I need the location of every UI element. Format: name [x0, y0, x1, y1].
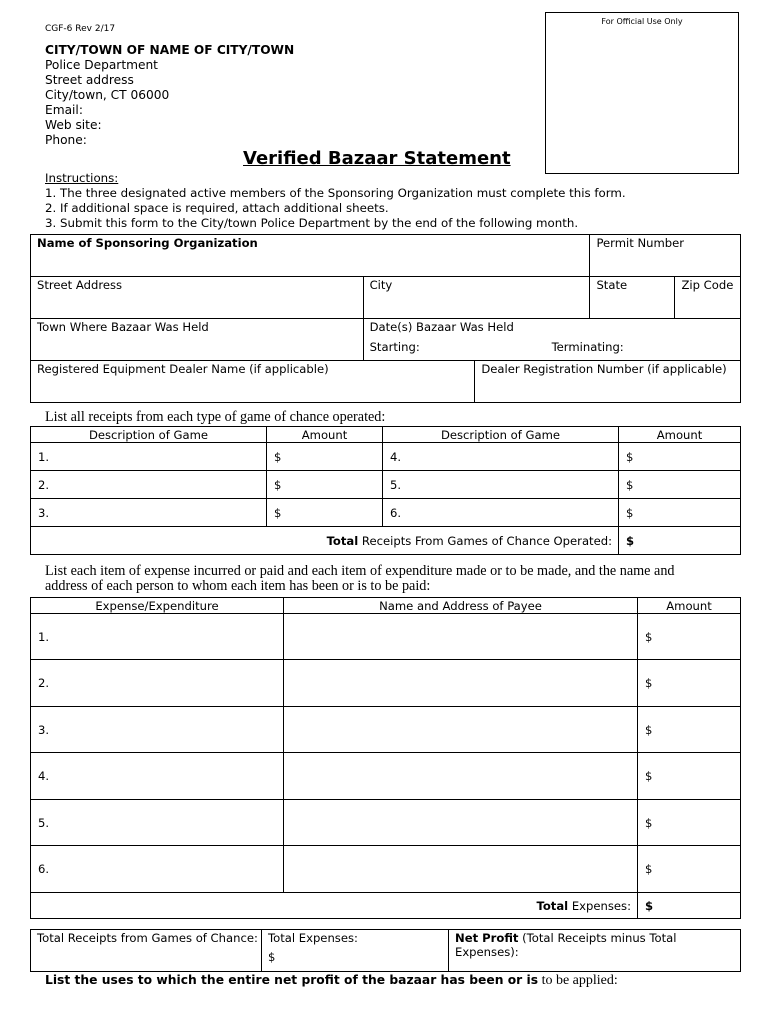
zip-code-field[interactable]: [675, 277, 741, 319]
currency-sign: $: [645, 769, 653, 783]
organization-table: [30, 234, 741, 403]
expense-amount-field[interactable]: [638, 614, 741, 660]
currency-sign: $: [626, 533, 635, 548]
game-description-field[interactable]: [383, 499, 619, 527]
dealer-registration-label: Dealer Registration Number (if applicable): [481, 362, 727, 376]
street-address: Street address: [45, 73, 134, 87]
row-number: 5.: [390, 477, 402, 492]
total-word: Total: [326, 533, 359, 548]
total-expenses-summary-label: Total Expenses:: [268, 931, 358, 945]
currency-sign: $: [645, 898, 654, 913]
official-use-label: For Official Use Only: [601, 17, 683, 26]
currency-sign: $: [645, 722, 653, 737]
expense-item-field[interactable]: [31, 753, 284, 800]
col-description-game: Description of Game: [383, 427, 619, 443]
website-line: Web site:: [45, 118, 102, 132]
total-expenses-summary-field[interactable]: [262, 930, 449, 972]
department-name: Police Department: [45, 58, 158, 72]
instructions-label: Instructions:: [45, 171, 119, 185]
total-receipts-text: Receipts From Games of Chance Operated:: [358, 533, 612, 548]
starting-label: Starting:: [369, 340, 420, 354]
currency-sign: $: [645, 676, 653, 690]
row-number: 3.: [38, 722, 50, 737]
state-field[interactable]: [590, 277, 675, 319]
email-line: Email:: [45, 103, 83, 117]
game-amount-field[interactable]: [619, 499, 741, 527]
bazaar-town-label: Town Where Bazaar Was Held: [37, 320, 209, 334]
expense-item-field[interactable]: [31, 614, 284, 660]
payee-field[interactable]: [284, 846, 638, 893]
street-address-label: Street Address: [37, 278, 123, 292]
city-label: City: [369, 278, 393, 292]
dealer-name-field[interactable]: [31, 361, 475, 403]
total-expenses-field[interactable]: [638, 893, 741, 919]
state-label: State: [596, 278, 628, 292]
uses-of-net-profit: [45, 973, 618, 989]
row-number: 1.: [38, 449, 50, 464]
dealer-name-label: Registered Equipment Dealer Name (if applicable): [37, 362, 329, 376]
zip-code-label: Zip Code: [681, 278, 734, 292]
expense-item-field[interactable]: [31, 707, 284, 753]
row-number: 2.: [38, 477, 50, 492]
expense-item-field[interactable]: [31, 846, 284, 893]
game-amount-field[interactable]: [619, 471, 741, 499]
expense-item-field[interactable]: [31, 800, 284, 846]
total-receipts-field[interactable]: [619, 527, 741, 555]
currency-sign: $: [626, 477, 634, 492]
payee-field[interactable]: [284, 660, 638, 707]
receipts-caption: List all receipts from each type of game of chance operated:: [45, 409, 386, 425]
currency-sign: $: [645, 815, 653, 830]
page-title: Verified Bazaar Statement: [243, 148, 511, 169]
expenses-caption: [45, 564, 675, 594]
form-code: CGF-6 Rev 2/17: [45, 24, 116, 34]
official-use-box: [545, 12, 739, 174]
city-field[interactable]: [363, 277, 590, 319]
row-number: 6.: [38, 862, 50, 876]
expense-amount-field[interactable]: [638, 846, 741, 893]
col-amount: Amount: [267, 427, 383, 443]
net-profit-word: Net Profit: [455, 931, 519, 945]
organization-name-label: Name of Sponsoring Organization: [37, 236, 258, 250]
uses-bold-text: List the uses to which the entire net profit of the bazaar has been or is: [45, 973, 539, 987]
payee-field[interactable]: [284, 800, 638, 846]
total-receipts-summary-label: Total Receipts from Games of Chance:: [37, 931, 258, 945]
col-payee: Name and Address of Payee: [284, 598, 638, 614]
total-expenses-label: [31, 893, 638, 919]
game-description-field[interactable]: [31, 471, 267, 499]
bazaar-town-field[interactable]: [31, 319, 364, 361]
currency-sign: $: [274, 477, 282, 492]
expenses-caption-line: List each item of expense incurred or paid and each item of expenditure made or to be made, and the name and: [45, 563, 675, 579]
col-amount: Amount: [619, 427, 741, 443]
department-header: [45, 43, 294, 148]
instructions: [45, 171, 626, 231]
row-number: 4.: [390, 449, 402, 464]
expenses-caption-line: address of each person to whom each item has been or is to be paid:: [45, 578, 431, 594]
net-profit-table: [30, 929, 741, 972]
total-receipts-summary-field[interactable]: [31, 930, 262, 972]
city-state-zip: City/town, CT 06000: [45, 88, 170, 102]
currency-sign: $: [268, 950, 276, 964]
bazaar-dates-field[interactable]: [363, 319, 740, 361]
col-expense: Expense/Expenditure: [31, 598, 284, 614]
expense-amount-field[interactable]: [638, 660, 741, 707]
instruction-item: 2. If additional space is required, attach additional sheets.: [45, 201, 389, 215]
dealer-registration-field[interactable]: [475, 361, 741, 403]
total-receipts-label: [31, 527, 619, 555]
payee-field[interactable]: [284, 753, 638, 800]
total-word: Total: [536, 898, 569, 913]
row-number: 4.: [38, 769, 50, 783]
instruction-item: 3. Submit this form to the City/town Police Department by the end of the following month.: [45, 216, 579, 230]
row-number: 3.: [38, 505, 50, 520]
city-town-name: CITY/TOWN OF NAME OF CITY/TOWN: [45, 43, 295, 57]
row-number: 2.: [38, 676, 50, 690]
payee-field[interactable]: [284, 614, 638, 660]
game-description-field[interactable]: [383, 443, 619, 471]
instruction-item: 1. The three designated active members of the Sponsoring Organization must complete this form.: [45, 186, 626, 200]
row-number: 6.: [390, 505, 402, 520]
expense-item-field[interactable]: [31, 660, 284, 707]
game-description-field[interactable]: [31, 499, 267, 527]
street-address-field[interactable]: [31, 277, 364, 319]
organization-name-field[interactable]: [31, 235, 590, 277]
expenses-table: [30, 597, 741, 919]
col-amount: Amount: [638, 598, 741, 614]
game-amount-field[interactable]: [267, 443, 383, 471]
currency-sign: $: [274, 449, 282, 464]
row-number: 1.: [38, 629, 50, 644]
currency-sign: $: [645, 629, 653, 644]
col-description-game: Description of Game: [31, 427, 267, 443]
game-description-field[interactable]: [31, 443, 267, 471]
game-amount-field[interactable]: [267, 499, 383, 527]
total-expenses-text: Expenses:: [568, 898, 631, 913]
currency-sign: $: [645, 862, 653, 876]
game-description-field[interactable]: [383, 471, 619, 499]
currency-sign: $: [274, 505, 282, 520]
payee-field[interactable]: [284, 707, 638, 753]
bazaar-dates-label: Date(s) Bazaar Was Held: [369, 320, 514, 334]
receipts-table: [30, 426, 741, 555]
expense-amount-field[interactable]: [638, 800, 741, 846]
net-profit-field[interactable]: [449, 930, 741, 972]
expense-amount-field[interactable]: [638, 753, 741, 800]
permit-number-label: Permit Number: [596, 236, 685, 250]
row-number: 5.: [38, 815, 50, 830]
currency-sign: $: [626, 505, 634, 520]
net-profit-text: (Total Receipts minus Total Expenses):: [455, 931, 677, 959]
phone-line: Phone:: [45, 133, 87, 147]
game-amount-field[interactable]: [619, 443, 741, 471]
game-amount-field[interactable]: [267, 471, 383, 499]
terminating-label: Terminating:: [551, 340, 624, 354]
permit-number-field[interactable]: [590, 235, 741, 277]
uses-rest-text: to be applied:: [538, 973, 618, 988]
expense-amount-field[interactable]: [638, 707, 741, 753]
currency-sign: $: [626, 449, 634, 464]
